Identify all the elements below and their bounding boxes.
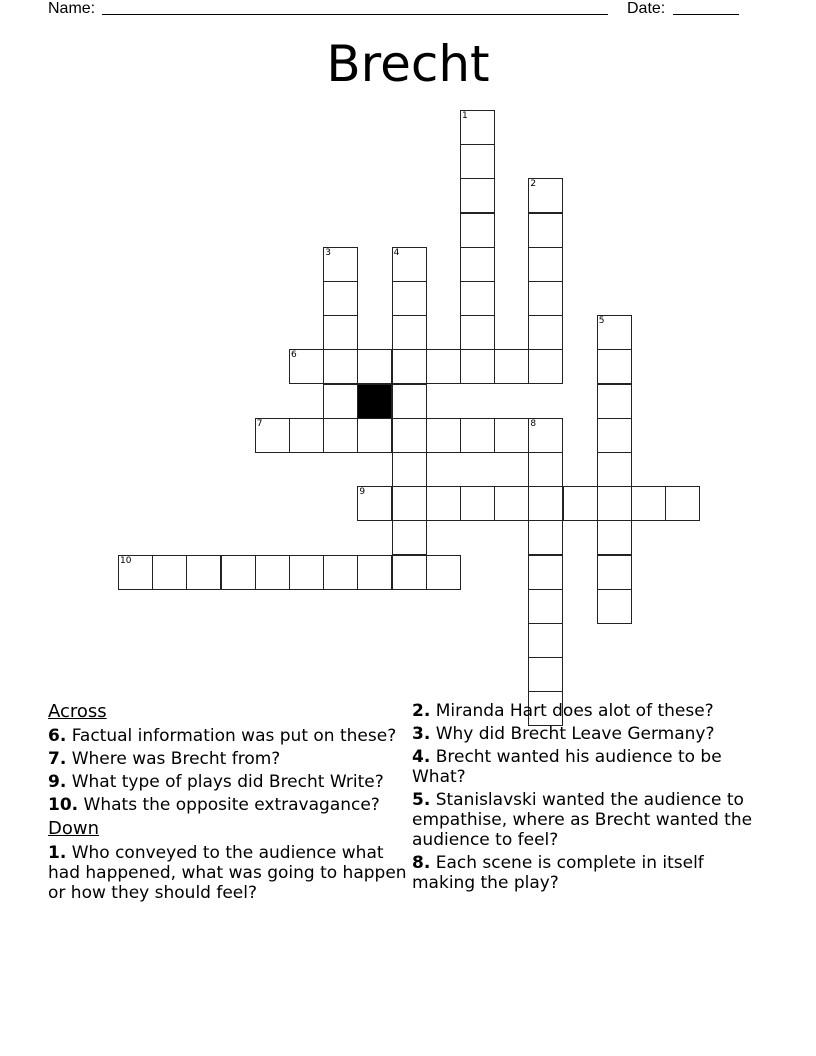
clue-text: Who conveyed to the audience what had happened, what was going to happen or how they should feel?	[48, 843, 407, 903]
grid-cell[interactable]	[528, 213, 563, 248]
clue-number-label: 10	[120, 555, 132, 566]
clue-number-label: 9	[359, 487, 366, 498]
grid-cell[interactable]	[528, 178, 563, 213]
clue-number: 7.	[48, 749, 67, 769]
grid-cell[interactable]	[528, 418, 563, 453]
puzzle-title: Brecht	[326, 35, 490, 93]
grid-cell[interactable]	[357, 555, 392, 590]
grid-cell[interactable]	[460, 281, 495, 316]
grid-cell[interactable]	[460, 213, 495, 248]
grid-cell[interactable]	[494, 486, 529, 521]
grid-cell[interactable]	[323, 555, 358, 590]
date-label: Date:	[627, 0, 666, 17]
grid-cell[interactable]	[631, 486, 666, 521]
clue-number-label: 3	[325, 247, 331, 258]
grid-cell[interactable]	[597, 452, 632, 487]
clue-number: 1.	[48, 843, 67, 863]
grid-cell[interactable]	[460, 418, 495, 453]
clue-across-6	[48, 726, 408, 746]
grid-cell[interactable]	[597, 418, 632, 453]
grid-cell[interactable]	[597, 349, 632, 384]
grid-cell[interactable]	[357, 418, 392, 453]
grid-cell[interactable]	[528, 315, 563, 350]
across-heading: Across	[48, 701, 107, 722]
name-label: Name:	[48, 0, 96, 17]
grid-cell[interactable]	[528, 452, 563, 487]
grid-cell[interactable]	[392, 349, 427, 384]
grid-cell[interactable]	[392, 384, 427, 419]
clue-text: Miranda Hart does alot of these?	[430, 701, 714, 721]
grid-block	[357, 384, 392, 419]
grid-cell[interactable]	[255, 555, 290, 590]
grid-cell[interactable]	[392, 281, 427, 316]
grid-cell[interactable]	[597, 589, 632, 624]
grid-cell[interactable]	[597, 520, 632, 555]
grid-cell[interactable]	[426, 418, 461, 453]
grid-cell[interactable]	[528, 657, 563, 692]
grid-cell[interactable]	[460, 110, 495, 145]
clue-number-label: 8	[530, 418, 537, 429]
grid-cell[interactable]	[289, 418, 324, 453]
grid-cell[interactable]	[118, 555, 153, 590]
grid-cell[interactable]	[460, 178, 495, 213]
grid-cell[interactable]	[392, 247, 427, 282]
worksheet-header	[48, 0, 786, 20]
grid-cell[interactable]	[392, 315, 427, 350]
grid-cell[interactable]	[323, 315, 358, 350]
clue-down-1	[48, 843, 408, 903]
grid-cell[interactable]	[357, 486, 392, 521]
grid-cell[interactable]	[494, 418, 529, 453]
grid-cell[interactable]	[597, 486, 632, 521]
clue-text: Stanislavski wanted the audience to empathise, where as Brecht wanted the audience to feel?	[412, 790, 753, 850]
clue-text: Brecht wanted his audience to be What?	[412, 747, 722, 787]
clue-number-label: 5	[598, 316, 605, 327]
grid-cell[interactable]	[426, 555, 461, 590]
grid-cell[interactable]	[392, 486, 427, 521]
clue-number: 2.	[412, 701, 431, 721]
grid-cell[interactable]	[460, 349, 495, 384]
clue-across-9	[48, 772, 408, 792]
clue-number: 10.	[48, 795, 79, 815]
grid-cell[interactable]	[255, 418, 290, 453]
clue-text: Each scene is complete in itself making the play?	[412, 853, 704, 893]
grid-cell[interactable]	[528, 349, 563, 384]
clue-text: What type of plays did Brecht Write?	[66, 772, 384, 792]
grid-cell[interactable]	[323, 418, 358, 453]
clue-text: Factual information was put on these?	[66, 726, 397, 746]
clue-number: 5.	[412, 790, 431, 810]
grid-cell[interactable]	[426, 486, 461, 521]
grid-cell[interactable]	[186, 555, 221, 590]
clue-number-label: 4	[393, 247, 400, 258]
down-heading: Down	[48, 818, 100, 839]
grid-cell[interactable]	[460, 486, 495, 521]
clue-number-label: 6	[291, 350, 297, 361]
grid-cell[interactable]	[563, 486, 598, 521]
grid-cell[interactable]	[392, 418, 427, 453]
grid-cell[interactable]	[392, 520, 427, 555]
grid-cell[interactable]	[528, 281, 563, 316]
grid-cell[interactable]	[460, 247, 495, 282]
clue-down-2	[412, 701, 772, 721]
grid-cell[interactable]	[323, 247, 358, 282]
grid-cell[interactable]	[221, 555, 256, 590]
clue-number: 4.	[412, 747, 431, 767]
grid-cell[interactable]	[392, 452, 427, 487]
clues-left-column	[48, 701, 408, 906]
grid-cell[interactable]	[528, 247, 563, 282]
grid-cell[interactable]	[665, 486, 700, 521]
grid-cell[interactable]	[357, 349, 392, 384]
clue-number: 3.	[412, 724, 431, 744]
clue-down-8	[412, 853, 772, 893]
clue-number: 9.	[48, 772, 67, 792]
clue-across-7	[48, 749, 408, 769]
clue-down-3	[412, 724, 772, 744]
clue-number-label: 2	[530, 179, 537, 190]
clue-down-4	[412, 747, 772, 787]
grid-cell[interactable]	[323, 384, 358, 419]
clue-number-label: 7	[256, 418, 263, 429]
grid-cell[interactable]	[494, 349, 529, 384]
grid-cell[interactable]	[597, 555, 632, 590]
grid-cell[interactable]	[323, 281, 358, 316]
grid-cell[interactable]	[528, 520, 563, 555]
grid-cell[interactable]	[460, 315, 495, 350]
grid-cell[interactable]	[597, 315, 632, 350]
clue-number: 6.	[48, 726, 67, 746]
grid-cell[interactable]	[528, 486, 563, 521]
clue-number-label: 1	[462, 111, 468, 121]
grid-cell[interactable]	[597, 384, 632, 419]
grid-cell[interactable]	[426, 349, 461, 384]
clue-down-5	[412, 790, 772, 850]
grid-cell[interactable]	[528, 623, 563, 658]
grid-cell[interactable]	[289, 555, 324, 590]
grid-cell[interactable]	[323, 349, 358, 384]
grid-cell[interactable]	[528, 589, 563, 624]
clue-text: Why did Brecht Leave Germany?	[430, 724, 715, 744]
clue-text: Whats the opposite extravagance?	[78, 795, 380, 815]
grid-cell[interactable]	[528, 555, 563, 590]
name-blank	[102, 14, 608, 15]
clue-across-10	[48, 795, 408, 815]
grid-cell[interactable]	[289, 349, 324, 384]
clue-number: 8.	[412, 853, 431, 873]
grid-cell[interactable]	[152, 555, 187, 590]
clue-text: Where was Brecht from?	[66, 749, 281, 769]
grid-cell[interactable]	[392, 555, 427, 590]
grid-cell[interactable]	[460, 144, 495, 179]
clues-right-column	[412, 701, 772, 896]
date-blank	[673, 14, 739, 15]
